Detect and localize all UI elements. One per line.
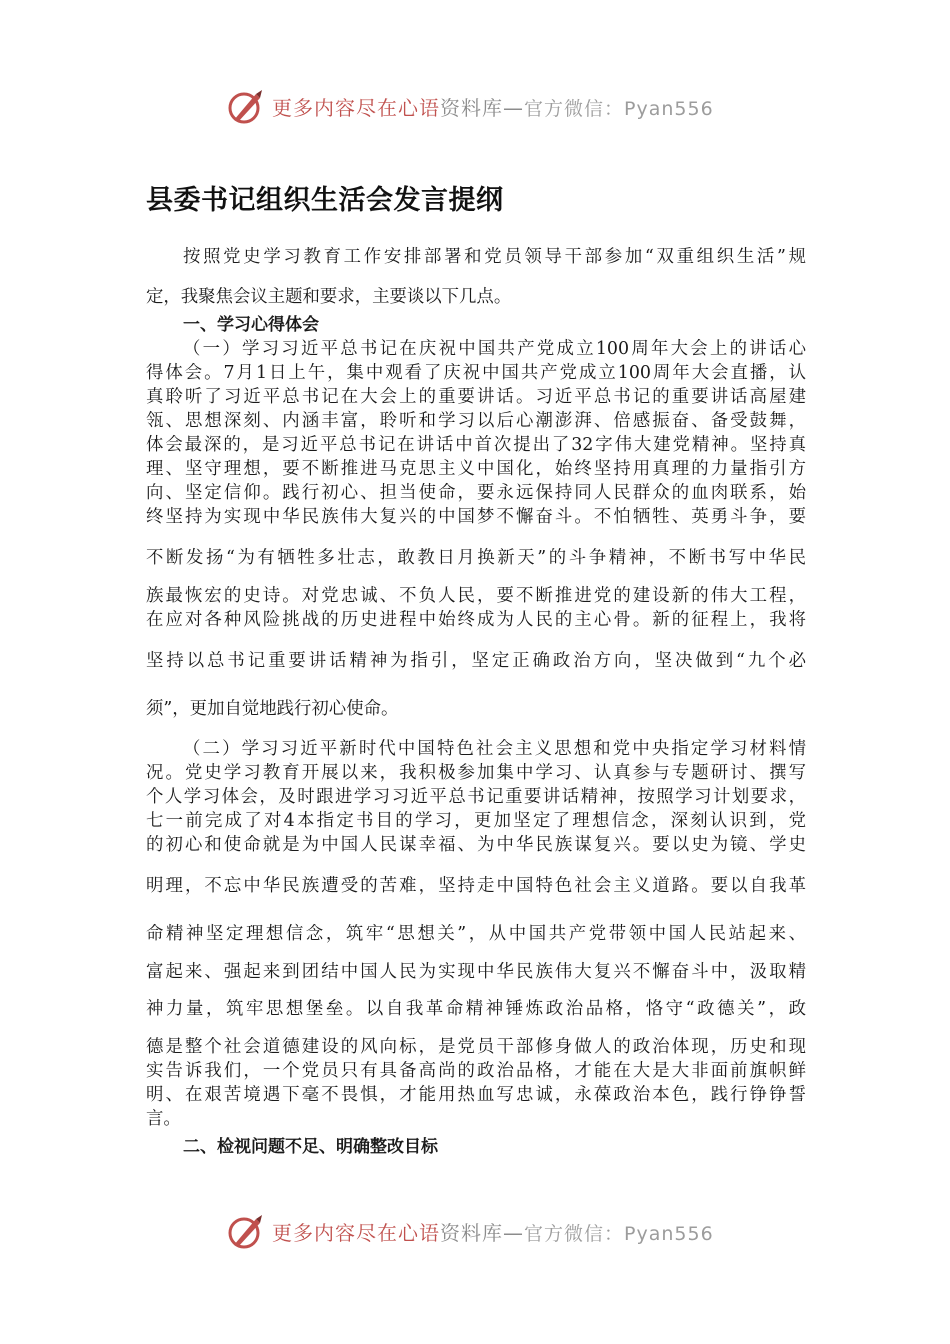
text-line: 理、坚守理想，要不断推进马克思主义中国化，始终坚持用真理的力量指引方 bbox=[146, 459, 806, 479]
text-line: 明理，不忘中华民族遭受的苦难，坚持走中国特色社会主义道路。要以自我革 bbox=[146, 876, 806, 896]
text-line: 实告诉我们，一个党员只有具备高尚的政治品格，才能在大是大非面前旗帜鲜 bbox=[146, 1061, 806, 1081]
document-title: 县委书记组织生活会发言提纲 bbox=[146, 185, 504, 216]
text-line: 的初心和使命就是为中国人民谋幸福、为中华民族谋复兴。要以史为镜、学史 bbox=[146, 835, 806, 855]
text-line: 得体会。7月1日上午，集中观看了庆祝中国共产党成立100周年大会直播，认 bbox=[146, 363, 806, 383]
section-heading: 二、检视问题不足、明确整改目标 bbox=[183, 1137, 438, 1157]
text-line: 族最恢宏的史诗。对党忠诚、不负人民，要不断推进党的建设新的伟大工程， bbox=[146, 586, 806, 606]
pen-logo-icon bbox=[226, 1211, 266, 1251]
pen-logo-icon bbox=[226, 86, 266, 126]
section-heading: 一、学习心得体会 bbox=[183, 315, 319, 335]
text-line: 向、坚定信仰。践行初心、担当使命，要永远保持同人民群众的血肉联系，始 bbox=[146, 483, 806, 503]
text-line: 终坚持为实现中华民族伟大复兴的中国梦不懈奋斗。不怕牺牲、英勇斗争，要 bbox=[146, 507, 806, 527]
text-line: 况。党史学习教育开展以来，我积极参加集中学习、认真参与专题研讨、撰写 bbox=[146, 763, 806, 783]
text-line: 瓴、思想深刻、内涵丰富，聆听和学习以后心潮澎湃、倍感振奋、备受鼓舞， bbox=[146, 411, 806, 431]
text-line: 个人学习体会，及时跟进学习习近平总书记重要讲话精神，按照学习计划要求， bbox=[146, 787, 806, 807]
text-line: 按照党史学习教育工作安排部署和党员领导干部参加“双重组织生活”规 bbox=[183, 247, 806, 267]
text-line: 体会最深的，是习近平总书记在讲话中首次提出了32字伟大建党精神。坚持真 bbox=[146, 435, 806, 455]
text-line: 在应对各种风险挑战的历史进程中始终成为人民的主心骨。新的征程上，我将 bbox=[146, 610, 806, 630]
text-line: 神力量，筑牢思想堡垒。以自我革命精神锤炼政治品格，恪守“政德关”，政 bbox=[146, 999, 806, 1019]
watermark-text: 更多内容尽在心语资料库—官方微信：Pyan556 bbox=[272, 95, 714, 120]
text-line: 须”，更加自觉地践行初心使命。 bbox=[146, 699, 399, 719]
text-line: 德是整个社会道德建设的风向标，是党员干部修身做人的政治体现，历史和现 bbox=[146, 1037, 806, 1057]
text-line: 真聆听了习近平总书记在大会上的重要讲话。习近平总书记的重要讲话高屋建 bbox=[146, 387, 806, 407]
text-line: 坚持以总书记重要讲话精神为指引，坚定正确政治方向，坚决做到“九个必 bbox=[146, 651, 806, 671]
text-line: 七一前完成了对4本指定书目的学习，更加坚定了理想信念，深刻认识到，党 bbox=[146, 811, 806, 831]
text-line: （二）学习习近平新时代中国特色社会主义思想和党中央指定学习材料情 bbox=[183, 739, 806, 759]
text-line: 不断发扬“为有牺牲多壮志，敢教日月换新天”的斗争精神，不断书写中华民 bbox=[146, 548, 806, 568]
text-line: （一）学习习近平总书记在庆祝中国共产党成立100周年大会上的讲话心 bbox=[183, 339, 806, 359]
header-watermark-banner bbox=[226, 86, 714, 126]
text-line: 明、在艰苦境遇下毫不畏惧，才能用热血写忠诚，永葆政治本色，践行铮铮誓 bbox=[146, 1085, 806, 1105]
text-line: 富起来、强起来到团结中国人民为实现中华民族伟大复兴不懈奋斗中，汲取精 bbox=[146, 962, 806, 982]
text-line: 言。 bbox=[146, 1109, 181, 1129]
footer-watermark-banner bbox=[226, 1211, 714, 1251]
text-line: 命精神坚定理想信念，筑牢“思想关”，从中国共产党带领中国人民站起来、 bbox=[146, 924, 806, 944]
text-line: 定，我聚焦会议主题和要求，主要谈以下几点。 bbox=[146, 287, 512, 307]
watermark-text: 更多内容尽在心语资料库—官方微信：Pyan556 bbox=[272, 1220, 714, 1245]
